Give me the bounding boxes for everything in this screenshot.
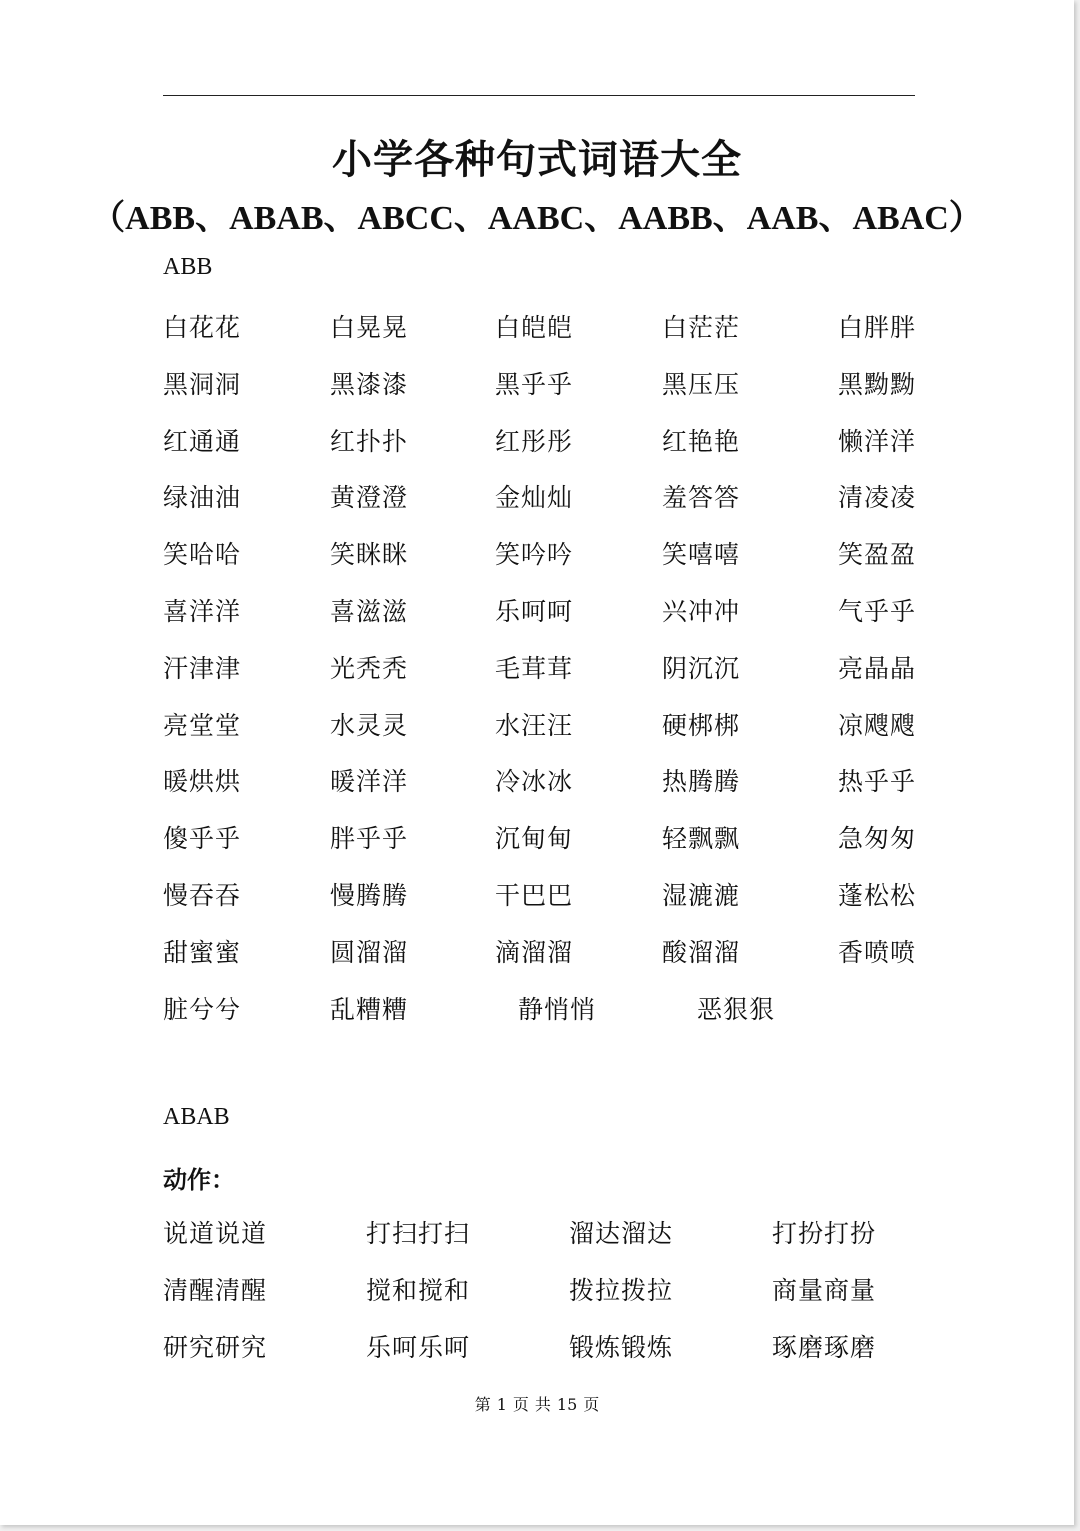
footer-ye: 页 — [512, 1395, 529, 1414]
abab-word: 打扫打扫 — [366, 1219, 471, 1248]
footer-gong: 共 — [534, 1395, 551, 1414]
abb-word: 红扑扑 — [330, 427, 409, 456]
abb-word: 水汪汪 — [495, 711, 574, 740]
abb-row — [0, 365, 1074, 405]
abb-word: 红艳艳 — [662, 427, 741, 456]
abb-word: 光秃秃 — [330, 654, 409, 683]
abb-word: 轻飘飘 — [662, 824, 741, 853]
abb-word: 亮晶晶 — [838, 654, 917, 683]
abb-word: 急匆匆 — [838, 824, 917, 853]
abab-word: 琢磨琢磨 — [772, 1333, 877, 1362]
abb-word: 黑洞洞 — [163, 370, 242, 399]
abb-word: 黄澄澄 — [330, 483, 409, 512]
abab-word: 乐呵乐呵 — [366, 1333, 471, 1362]
abb-word: 亮堂堂 — [163, 711, 242, 740]
abab-word: 溜达溜达 — [569, 1219, 674, 1248]
abab-word: 搅和搅和 — [366, 1276, 471, 1305]
abb-word: 黑黝黝 — [838, 370, 917, 399]
abb-word: 慢吞吞 — [163, 881, 242, 910]
abb-row — [0, 933, 1074, 973]
abb-word: 红通通 — [163, 427, 242, 456]
abb-word: 喜洋洋 — [163, 597, 242, 626]
abb-word: 红彤彤 — [495, 427, 574, 456]
abb-word: 白皑皑 — [495, 313, 574, 342]
abab-word: 研究研究 — [163, 1333, 268, 1362]
abb-word: 金灿灿 — [495, 483, 574, 512]
abb-row — [0, 649, 1074, 689]
abb-word: 慢腾腾 — [330, 881, 409, 910]
abb-word: 凉飕飕 — [838, 711, 917, 740]
footer-page-number: 1 — [496, 1395, 507, 1414]
abb-word: 冷冰冰 — [495, 767, 574, 796]
abb-word: 笑盈盈 — [838, 540, 917, 569]
section-abab-heading: ABAB — [163, 1104, 230, 1130]
abb-word: 兴冲冲 — [662, 597, 741, 626]
abb-word: 乱糟糟 — [330, 995, 409, 1024]
abb-row — [0, 876, 1074, 916]
abb-word: 气乎乎 — [838, 597, 917, 626]
abb-word: 喜滋滋 — [330, 597, 409, 626]
abb-word: 绿油油 — [163, 483, 242, 512]
abb-word: 滴溜溜 — [495, 938, 574, 967]
abb-row — [0, 422, 1074, 462]
abb-word: 黑漆漆 — [330, 370, 409, 399]
footer-total-pages: 15 — [556, 1395, 578, 1414]
abb-word: 干巴巴 — [495, 881, 574, 910]
abb-word: 羞答答 — [662, 483, 741, 512]
abb-word: 酸溜溜 — [662, 938, 741, 967]
abb-word: 沉甸甸 — [495, 824, 574, 853]
abb-word: 暖烘烘 — [163, 767, 242, 796]
abab-word: 锻炼锻炼 — [569, 1333, 674, 1362]
abb-word: 笑嘻嘻 — [662, 540, 741, 569]
abb-word: 白花花 — [163, 313, 242, 342]
abb-word: 胖乎乎 — [330, 824, 409, 853]
abab-word: 清醒清醒 — [163, 1276, 268, 1305]
abb-word: 懒洋洋 — [838, 427, 917, 456]
abb-word: 热腾腾 — [662, 767, 741, 796]
abab-word: 说道说道 — [163, 1219, 268, 1248]
abb-row — [0, 478, 1074, 518]
abab-row — [0, 1214, 1074, 1254]
abb-word: 黑乎乎 — [495, 370, 574, 399]
abb-row — [0, 762, 1074, 802]
abb-word: 傻乎乎 — [163, 824, 242, 853]
footer-ye-end: 页 — [583, 1395, 600, 1414]
abb-word: 水灵灵 — [330, 711, 409, 740]
abb-word: 汗津津 — [163, 654, 242, 683]
abb-word: 圆溜溜 — [330, 938, 409, 967]
abb-row — [0, 990, 1074, 1030]
abb-row — [0, 592, 1074, 632]
abb-word: 甜蜜蜜 — [163, 938, 242, 967]
abab-row — [0, 1328, 1074, 1368]
abab-category-action: 动作： — [163, 1166, 235, 1194]
abb-row — [0, 706, 1074, 746]
abb-row — [0, 535, 1074, 575]
abb-word: 笑吟吟 — [495, 540, 574, 569]
abab-word: 打扮打扮 — [772, 1219, 877, 1248]
abb-word: 笑哈哈 — [163, 540, 242, 569]
footer-di: 第 — [474, 1395, 491, 1414]
abb-word: 湿漉漉 — [662, 881, 741, 910]
section-abb-heading: ABB — [163, 254, 213, 280]
abb-word: 笑眯眯 — [330, 540, 409, 569]
abb-row — [0, 308, 1074, 348]
abb-word: 白茫茫 — [662, 313, 741, 342]
abb-word: 硬梆梆 — [662, 711, 741, 740]
abb-word: 脏兮兮 — [163, 995, 242, 1024]
abb-word: 暖洋洋 — [330, 767, 409, 796]
page-title: 小学各种句式词语大全 — [332, 137, 742, 183]
abb-word: 静悄悄 — [518, 995, 597, 1024]
abb-word: 白胖胖 — [838, 313, 917, 342]
abb-word: 白晃晃 — [330, 313, 409, 342]
abb-word: 热乎乎 — [838, 767, 917, 796]
abb-word: 清凌凌 — [838, 483, 917, 512]
abb-word: 阴沉沉 — [662, 654, 741, 683]
abab-word: 商量商量 — [772, 1276, 877, 1305]
page-footer — [0, 1392, 1074, 1415]
page-subtitle: （ABB、ABAB、ABCC、AABC、AABB、AAB、ABAC） — [91, 200, 983, 237]
abb-word: 恶狠狠 — [697, 995, 776, 1024]
abb-word: 黑压压 — [662, 370, 741, 399]
abab-row — [0, 1271, 1074, 1311]
abb-row — [0, 819, 1074, 859]
abb-word: 乐呵呵 — [495, 597, 574, 626]
abb-word: 香喷喷 — [838, 938, 917, 967]
abb-word: 毛茸茸 — [495, 654, 574, 683]
abab-word: 拨拉拨拉 — [569, 1276, 674, 1305]
abb-word: 蓬松松 — [838, 881, 917, 910]
header-rule — [163, 95, 915, 96]
